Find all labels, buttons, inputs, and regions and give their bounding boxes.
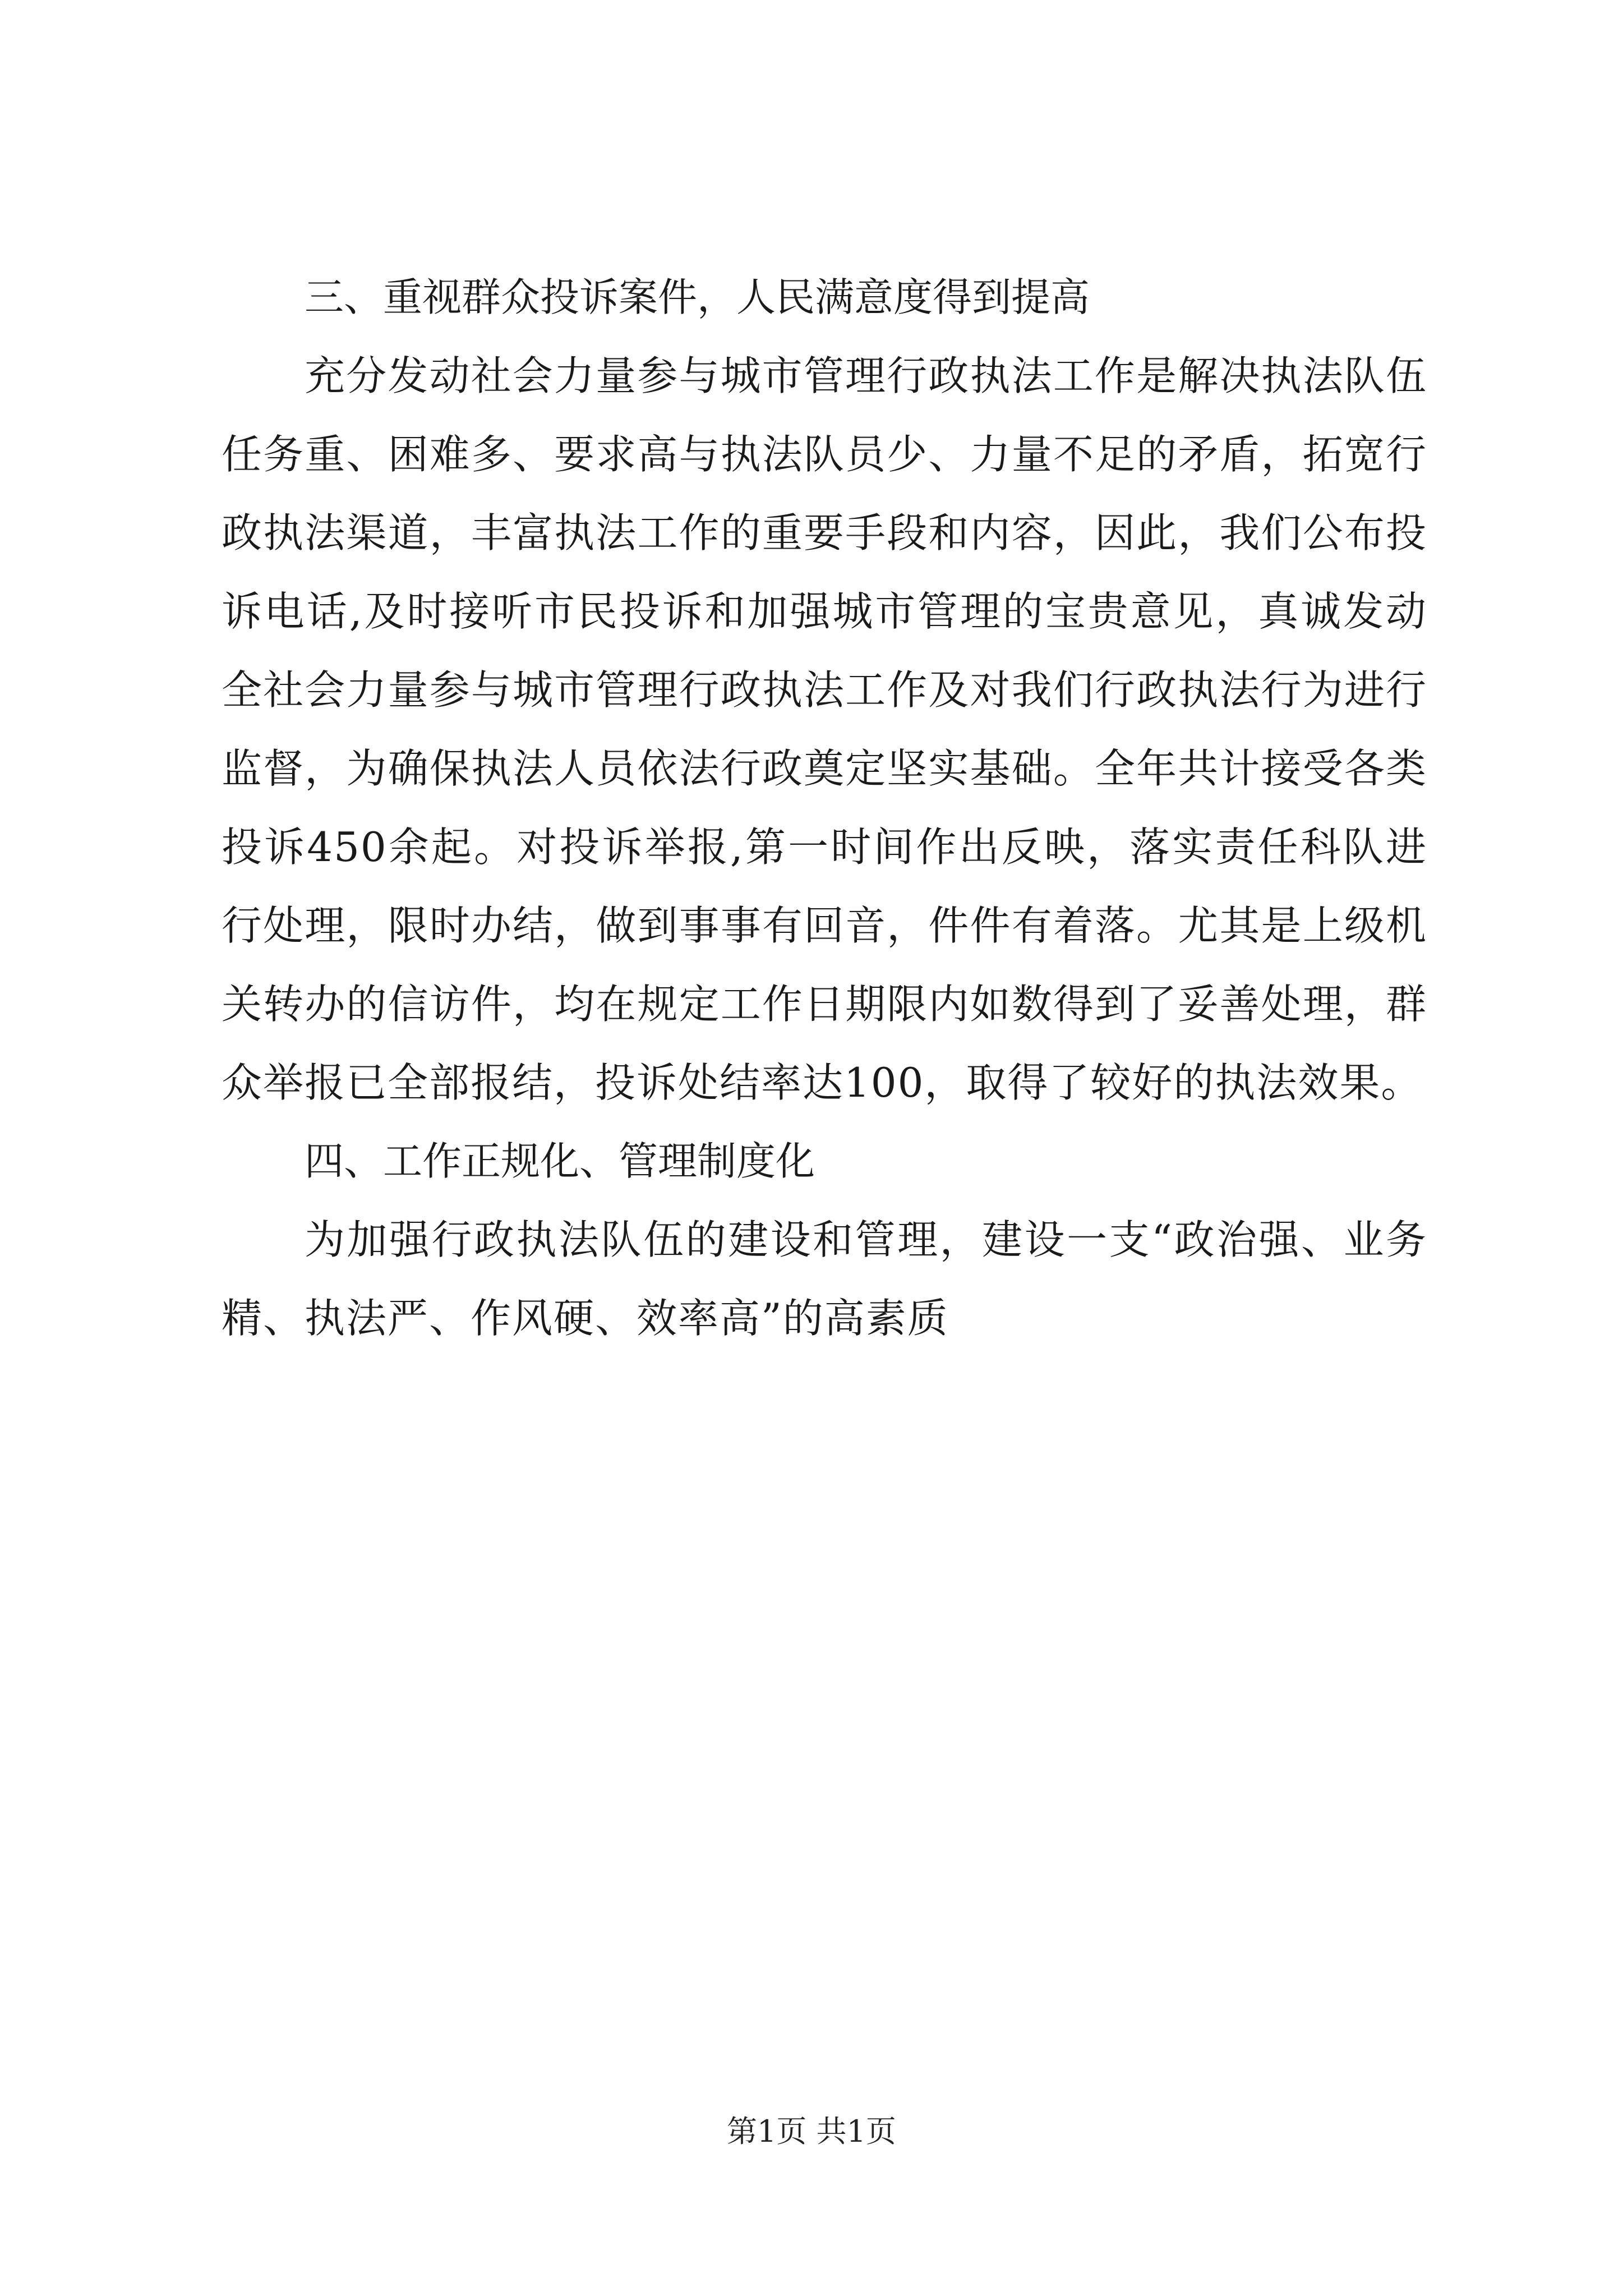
section-3-heading: 三、重视群众投诉案件，人民满意度得到提高 bbox=[305, 274, 1090, 320]
section-3-paragraph: 充分发动社会力量参与城市管理行政执法工作是解决执法队伍任务重、困难多、要求高与执法队员少、力量不足的矛盾，拓宽行政执法渠道，丰富执法工作的重要手段和内容，因此，我们公布投诉电话,及时接听市民投诉和加强城市管理的宝贵意见，真诚发动全社会力量参与城市管理行政执法工作及对我们行政执法行为进行监督，为确保执法人员依法行政奠定坚实基础。全年共计接受各类投诉450余起。对投诉举报,第一时间作出反映，落实责任科队进行处理，限时办结，做到事事有回音，件件有着落。尤其是上级机关转办的信访件，均在规定工作日期限内如数得到了妥善处理，群众举报已全部报结，投诉处结率达100，取得了较好的执法效果。 bbox=[222, 352, 1427, 1106]
section-4-paragraph: 为加强行政执法队伍的建设和管理，建设一支“政治强、业务精、执法严、作风硬、效率高”的高素质 bbox=[222, 1216, 1427, 1342]
document-body bbox=[222, 274, 1427, 1358]
section-4-heading: 四、工作正规化、管理制度化 bbox=[305, 1138, 815, 1184]
page-footer: 第1页 共1页 bbox=[727, 2114, 896, 2149]
